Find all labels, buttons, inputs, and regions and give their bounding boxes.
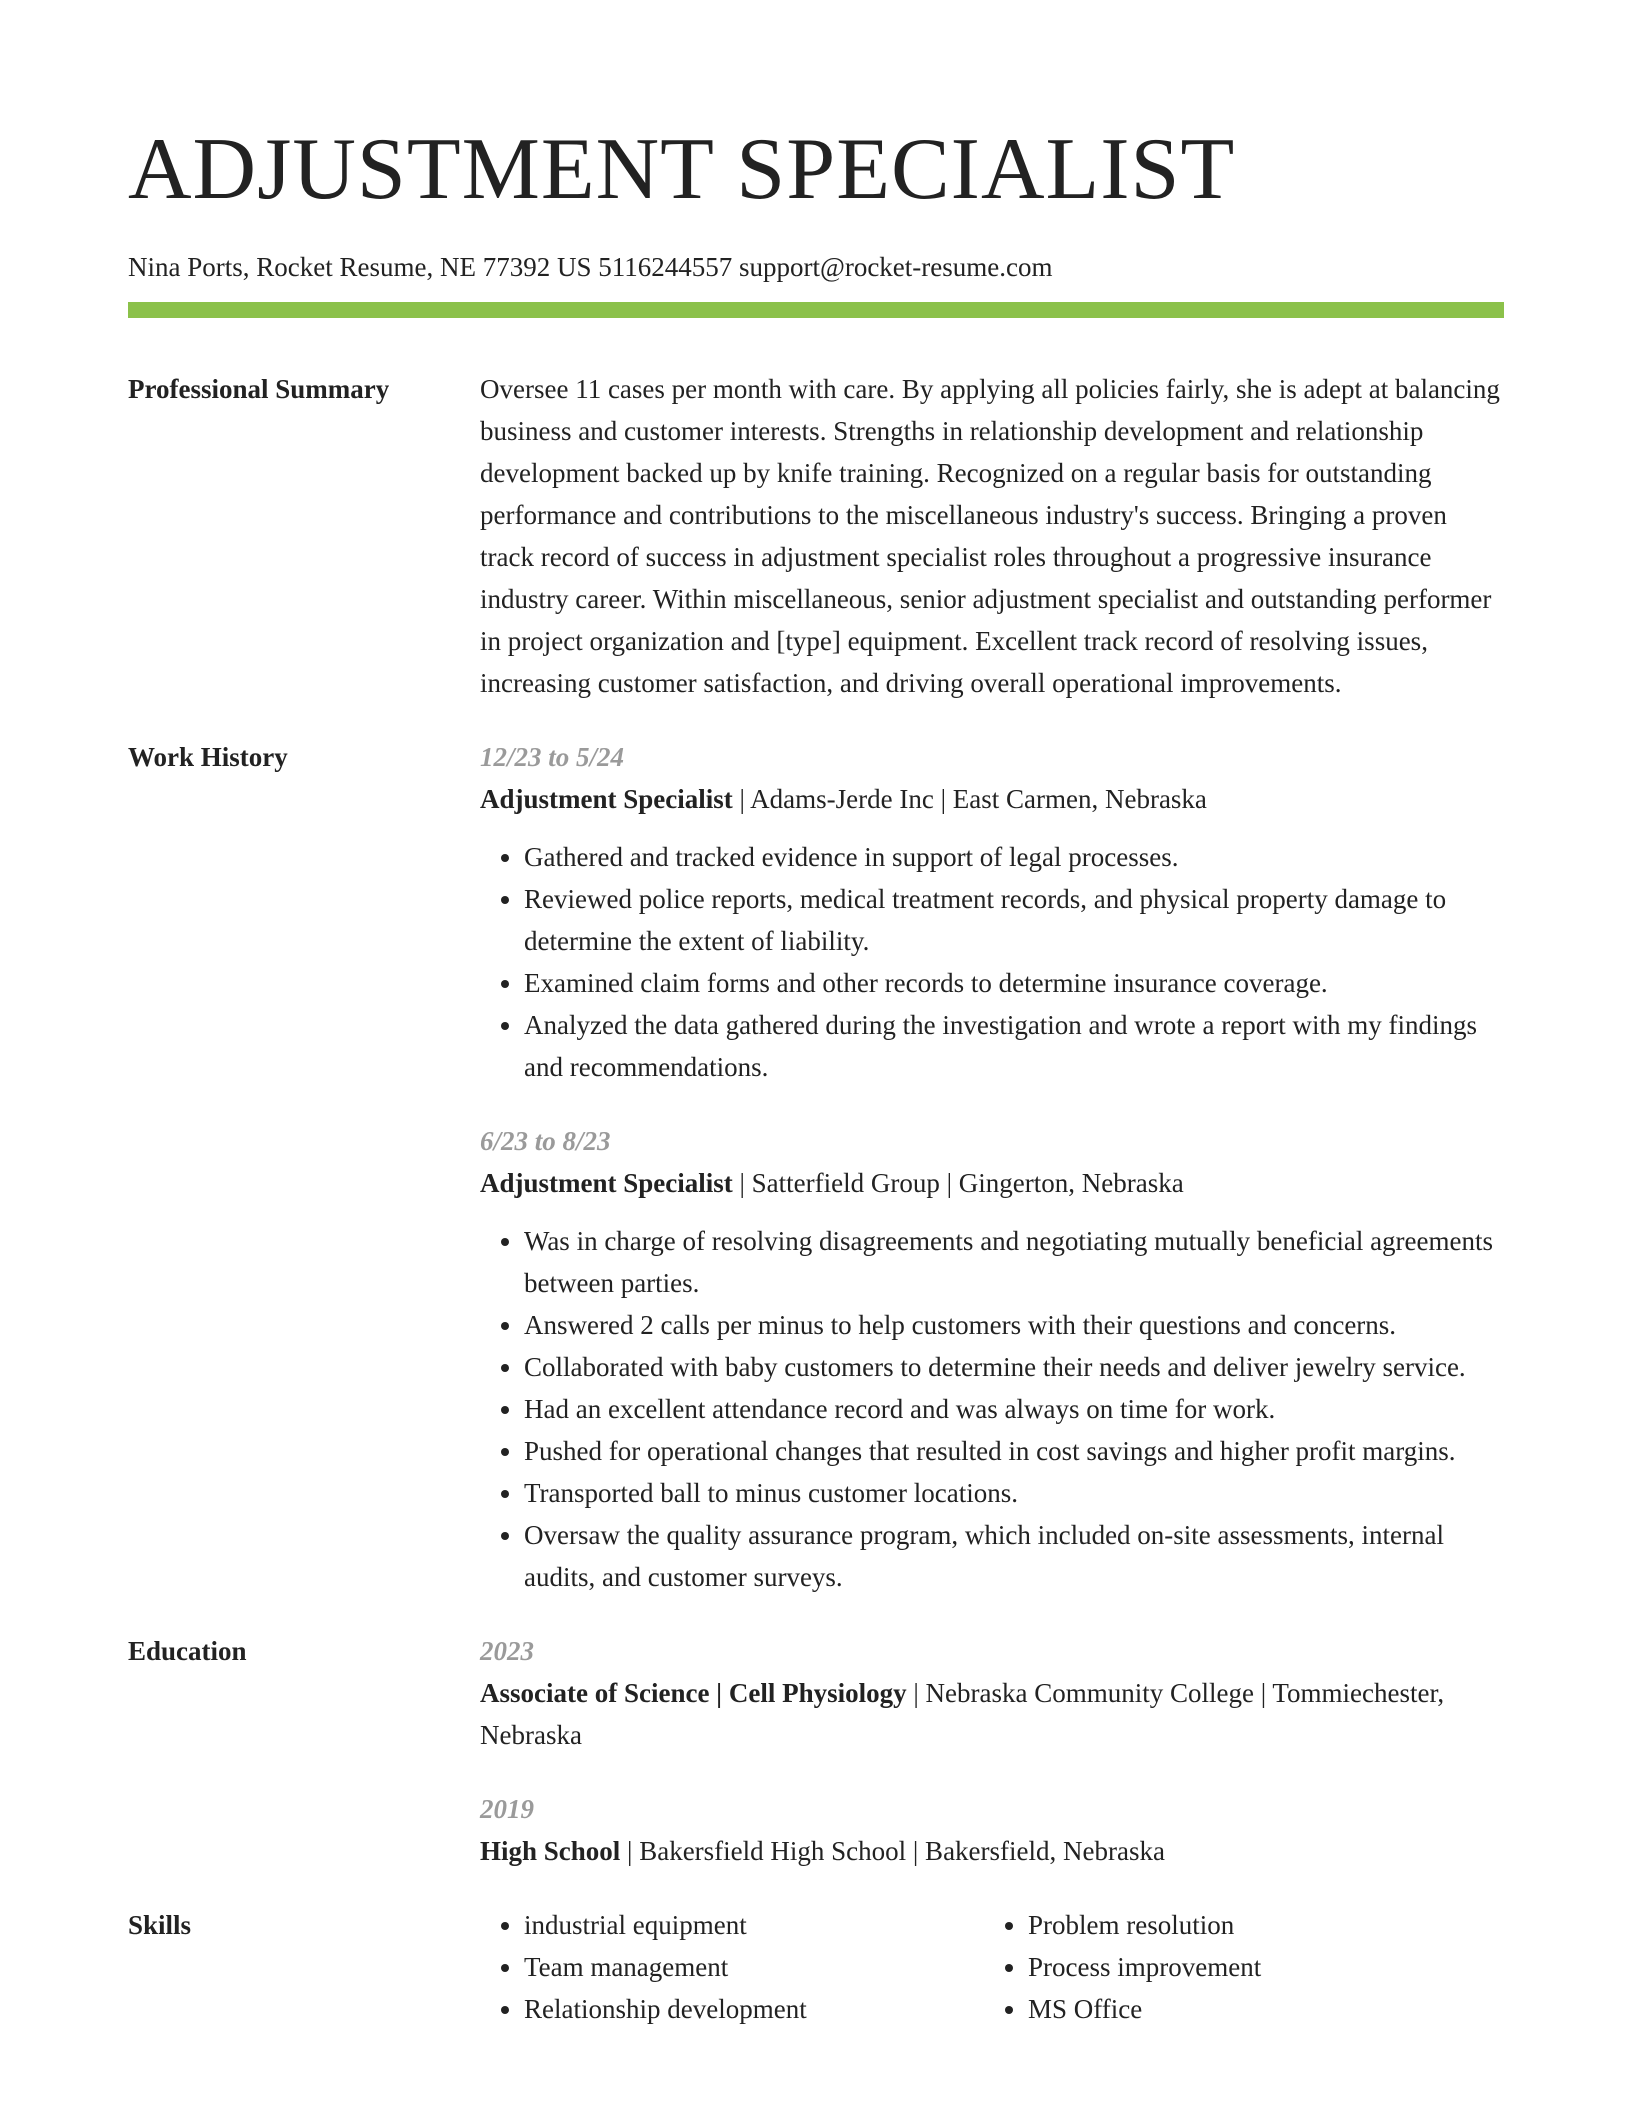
job-title: Adjustment Specialist xyxy=(480,784,733,814)
skill-item: • MS Office xyxy=(1028,1988,1488,2030)
summary-heading: Professional Summary xyxy=(128,374,390,404)
skill-item: • Team management xyxy=(524,1946,984,1988)
job-bullet: • Transported ball to minus customer locations. xyxy=(524,1472,1504,1514)
job-bullet: • Pushed for operational changes that resulted in cost savings and higher profit margins. xyxy=(524,1430,1504,1472)
job-bullet: • Had an excellent attendance record and was always on time for work. xyxy=(524,1388,1504,1430)
job-bullets xyxy=(480,836,1504,1088)
skills-heading: Skills xyxy=(128,1910,192,1940)
job-company-location: | Satterfield Group | Gingerton, Nebraska xyxy=(732,1168,1184,1198)
job-title: Adjustment Specialist xyxy=(480,1168,733,1198)
work-history-heading: Work History xyxy=(128,742,288,772)
job-entry xyxy=(480,1120,1504,1598)
contact-line: Nina Ports, Rocket Resume, NE 77392 US 5116244557 support@rocket-resume.com xyxy=(128,252,1053,282)
skill-item: • Problem resolution xyxy=(1028,1904,1488,1946)
resume-title: ADJUSTMENT SPECIALIST xyxy=(128,121,1236,218)
job-company-location: | Adams-Jerde Inc | East Carmen, Nebraska xyxy=(732,784,1207,814)
job-bullet: • Examined claim forms and other records to determine insurance coverage. xyxy=(524,962,1504,1004)
skill-item: • Process improvement xyxy=(1028,1946,1488,1988)
job-entry xyxy=(480,736,1504,1088)
education-year: 2023 xyxy=(480,1636,534,1666)
education-degree: High School xyxy=(480,1836,621,1866)
resume-page xyxy=(128,0,1504,2030)
education-heading: Education xyxy=(128,1636,247,1666)
education-degree: Associate of Science | Cell Physiology xyxy=(480,1678,907,1708)
education-school-location: | Bakersfield High School | Bakersfield, Nebraska xyxy=(620,1836,1165,1866)
job-bullet: • Was in charge of resolving disagreements and negotiating mutually beneficial agreements between parties. xyxy=(524,1220,1504,1304)
job-bullet: • Answered 2 calls per minus to help customers with their questions and concerns. xyxy=(524,1304,1504,1346)
education-year: 2019 xyxy=(480,1794,534,1824)
job-role-line xyxy=(480,1162,1504,1204)
job-dates: 12/23 to 5/24 xyxy=(480,742,625,772)
skill-item: • Relationship development xyxy=(524,1988,984,2030)
job-bullet: • Analyzed the data gathered during the investigation and wrote a report with my findings and recommendations. xyxy=(524,1004,1504,1088)
job-bullet: • Reviewed police reports, medical treatment records, and physical property damage to determine the extent of liability. xyxy=(524,878,1504,962)
job-dates: 6/23 to 8/23 xyxy=(480,1126,611,1156)
skills-columns xyxy=(480,1904,1504,2030)
job-bullet: • Gathered and tracked evidence in support of legal processes. xyxy=(524,836,1504,878)
summary-section xyxy=(128,368,1504,704)
education-line xyxy=(480,1672,1504,1756)
job-role-line xyxy=(480,778,1504,820)
education-section xyxy=(128,1630,1504,1872)
skill-item: • industrial equipment xyxy=(524,1904,984,1946)
education-entry xyxy=(480,1788,1504,1872)
skills-list-right xyxy=(984,1904,1488,2030)
skills-section xyxy=(128,1904,1504,2030)
job-bullet: • Collaborated with baby customers to determine their needs and deliver jewelry service. xyxy=(524,1346,1504,1388)
job-bullets xyxy=(480,1220,1504,1598)
education-line xyxy=(480,1830,1504,1872)
education-school-location: | Nebraska Community College | Tommiechester, Nebraska xyxy=(480,1678,1445,1750)
accent-divider xyxy=(128,302,1504,318)
education-entry xyxy=(480,1630,1504,1756)
work-history-section xyxy=(128,736,1504,1598)
summary-text: Oversee 11 cases per month with care. By applying all policies fairly, she is adept at balancing business and customer interests. Strengths in relationship development and relationship development backed up by knife training. Recognized on a regular basis for outstanding performance and contributions to the miscellaneous industry's success. Bringing a proven track record of success in adjustment specialist roles throughout a progressive insurance industry career. Within miscellaneous, senior adjustment specialist and outstanding performer in project organization and [type] equipment. Excellent track record of resolving issues, increasing customer satisfaction, and driving overall operational improvements. xyxy=(480,374,1500,698)
job-bullet: • Oversaw the quality assurance program, which included on-site assessments, internal audits, and customer surveys. xyxy=(524,1514,1504,1598)
skills-list-left xyxy=(480,1904,984,2030)
